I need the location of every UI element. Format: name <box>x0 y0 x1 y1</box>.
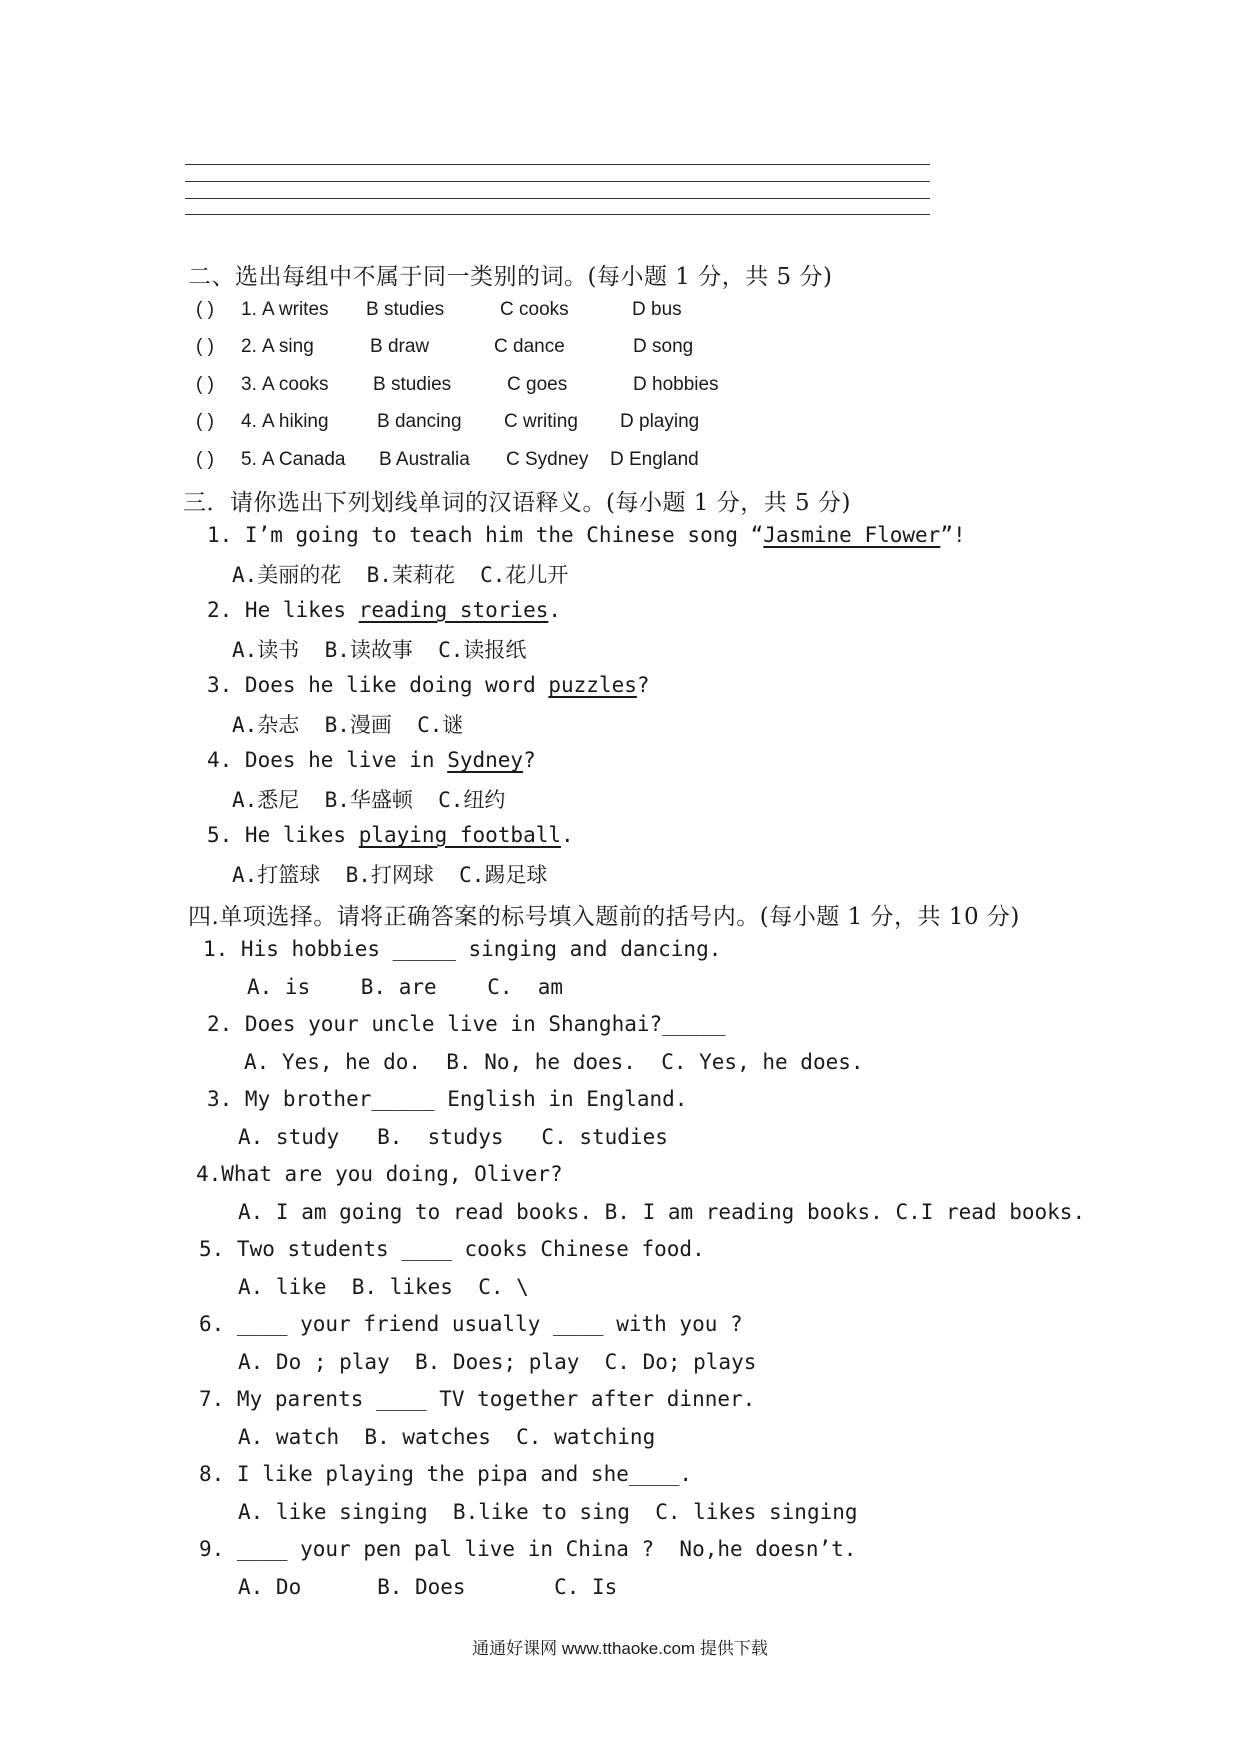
option-d: D England <box>610 449 699 470</box>
section-4-question-5: 5. Two students ____ cooks Chinese food. <box>199 1237 705 1261</box>
section-4-question-9: 9. ____ your pen pal live in China ? No,he doesn’t. <box>199 1537 857 1561</box>
answer-line-4 <box>185 214 930 215</box>
item-number: 1. <box>241 299 257 320</box>
section-4-question-8: 8. I like playing the pipa and she____. <box>199 1462 693 1486</box>
item-number: 4. <box>241 411 257 432</box>
option-c: C goes <box>507 374 568 395</box>
option-b: B dancing <box>377 411 462 432</box>
section-4-options-8: A. like singing B.like to sing C. likes singing <box>238 1500 858 1524</box>
option-b: B studies <box>366 299 445 320</box>
section-4-question-2: 2. Does your uncle live in Shanghai?_____ <box>207 1012 726 1036</box>
section-3-options-5: A.打篮球 B.打网球 C.踢足球 <box>232 863 548 887</box>
option-a: A cooks <box>262 374 329 395</box>
section-3-question-4: 4. Does he live in Sydney? <box>207 748 536 772</box>
section-3-options-1: A.美丽的花 B.茉莉花 C.花儿开 <box>232 563 569 587</box>
section-4-title: 四.单项选择。请将正确答案的标号填入题前的括号内。(每小题 1 分，共 10 分) <box>188 904 1020 930</box>
section-4-options-4: A. I am going to read books. B. I am reading books. C.I read books. <box>238 1200 1086 1224</box>
option-c: C dance <box>494 336 565 357</box>
option-b: B draw <box>370 336 430 357</box>
option-a: A hiking <box>262 411 329 432</box>
option-c: C Sydney <box>506 449 589 470</box>
underlined-word: playing football <box>358 823 562 847</box>
section-4-question-1: 1. His hobbies _____ singing and dancing. <box>203 937 722 961</box>
option-a: A Canada <box>262 449 346 470</box>
section-4-options-6: A. Do ; play B. Does; play C. Do; plays <box>238 1350 757 1374</box>
section-4-options-9: A. Do B. Does C. Is <box>238 1575 618 1599</box>
answer-bracket[interactable]: ( ) <box>196 299 214 320</box>
section-4-question-6: 6. ____ your friend usually ____ with you ? <box>199 1312 743 1336</box>
section-3-question-1: 1. I’m going to teach him the Chinese song “Jasmine Flower”! <box>207 523 966 547</box>
footer-credit: 通通好课网 www.tthaoke.com 提供下载 <box>472 1639 768 1658</box>
section-4-options-1: A. is B. are C. am <box>247 975 564 999</box>
section-3-options-2: A.读书 B.读故事 C.读报纸 <box>232 638 527 662</box>
item-number: 5. <box>241 449 257 470</box>
underlined-word: Jasmine Flower <box>763 523 941 547</box>
underlined-word: Sydney <box>447 748 524 772</box>
section-4-options-3: A. study B. studys C. studies <box>238 1125 668 1149</box>
section-3-title: 三．请你选出下列划线单词的汉语释义。(每小题 1 分，共 5 分) <box>183 490 851 516</box>
option-b: B studies <box>373 374 452 395</box>
section-3-question-3: 3. Does he like doing word puzzles? <box>207 673 650 697</box>
section-3-options-3: A.杂志 B.漫画 C.谜 <box>232 713 464 737</box>
option-c: C cooks <box>500 299 569 320</box>
underlined-word: puzzles <box>548 673 637 697</box>
answer-bracket[interactable]: ( ) <box>196 411 214 432</box>
section-4-options-5: A. like B. likes C. \ <box>238 1275 529 1299</box>
option-d: D song <box>633 336 694 357</box>
option-d: D hobbies <box>633 374 719 395</box>
section-4-options-7: A. watch B. watches C. watching <box>238 1425 656 1449</box>
option-c: C writing <box>504 411 578 432</box>
section-4-question-4: 4.What are you doing, Oliver? <box>196 1162 563 1186</box>
option-a: A sing <box>262 336 314 357</box>
option-d: D playing <box>620 411 700 432</box>
option-d: D bus <box>632 299 682 320</box>
answer-line-2 <box>185 181 930 182</box>
section-3-question-5: 5. He likes playing football. <box>207 823 574 847</box>
section-4-options-2: A. Yes, he do. B. No, he does. C. Yes, he does. <box>244 1050 864 1074</box>
item-number: 2. <box>241 336 257 357</box>
section-4-question-7: 7. My parents ____ TV together after dinner. <box>199 1387 756 1411</box>
answer-bracket[interactable]: ( ) <box>196 374 214 395</box>
answer-line-1 <box>185 164 930 165</box>
answer-line-3 <box>185 198 930 199</box>
item-number: 3. <box>241 374 257 395</box>
section-4-question-3: 3. My brother_____ English in England. <box>207 1087 688 1111</box>
answer-bracket[interactable]: ( ) <box>196 449 214 470</box>
section-3-question-2: 2. He likes reading stories. <box>207 598 562 622</box>
section-2-title: 二、选出每组中不属于同一类别的词。(每小题 1 分，共 5 分) <box>188 264 833 290</box>
option-b: B Australia <box>379 449 470 470</box>
underlined-word: reading stories <box>358 598 549 622</box>
answer-bracket[interactable]: ( ) <box>196 336 214 357</box>
option-a: A writes <box>262 299 329 320</box>
section-3-options-4: A.悉尼 B.华盛顿 C.纽约 <box>232 788 506 812</box>
